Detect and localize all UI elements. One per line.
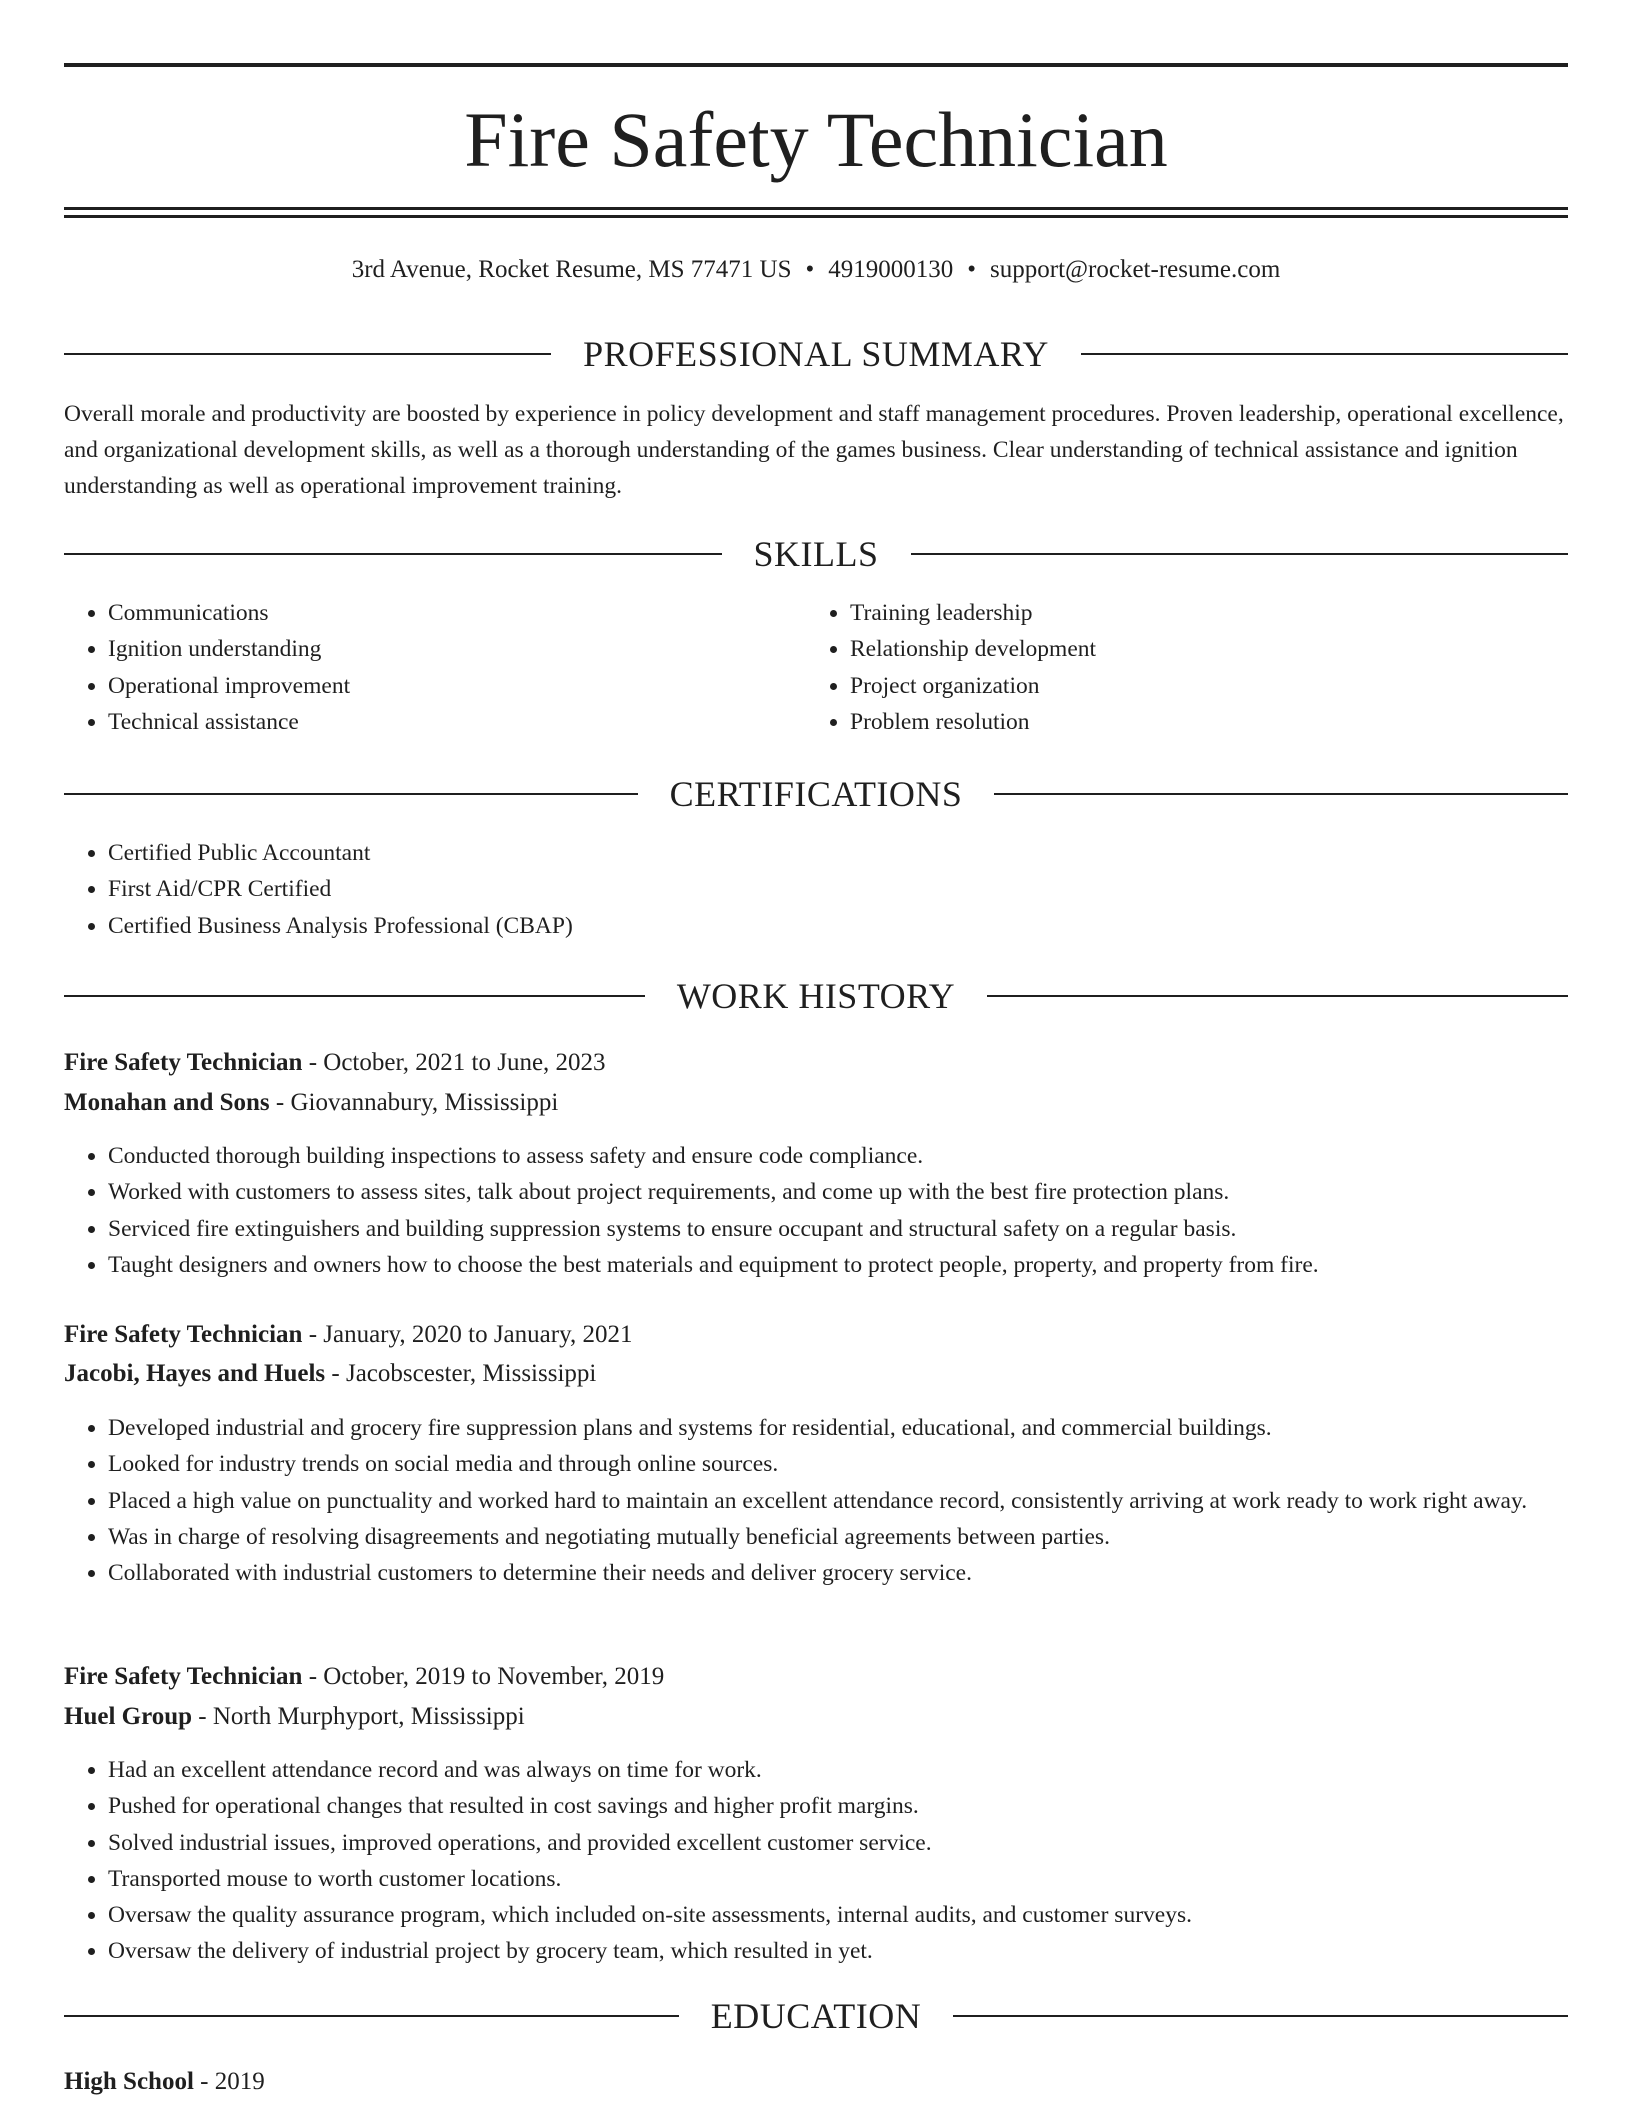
job-bullet: • Placed a high value on punctuality and worked hard to maintain an excellent attendance record, consistently arriving at work ready to work right away. (108, 1483, 1568, 1519)
education-degree: High School (64, 2068, 194, 2095)
skill-item: • Training leadership (850, 595, 1550, 631)
contact-phone: 4919000130 (828, 256, 954, 283)
skill-item: • Ignition understanding (108, 631, 808, 667)
certification-item: • First Aid/CPR Certified (108, 871, 1568, 907)
skills-list-right (806, 595, 1550, 740)
heading-rule (1081, 353, 1568, 355)
job-bullets (64, 1138, 1568, 1283)
contact-separator: • (805, 256, 815, 283)
section-heading-work-history (64, 974, 1568, 1018)
section-title: EDUCATION (710, 1996, 922, 2036)
job-company: Jacobi, Hayes and Huels (64, 1360, 326, 1387)
section-title: WORK HISTORY (676, 976, 956, 1016)
candidate-name: Fire Safety Technician (464, 96, 1168, 183)
job-title: Fire Safety Technician (64, 1321, 303, 1348)
section-heading-education (64, 1994, 1568, 2038)
job-bullet: • Oversaw the delivery of industrial project by grocery team, which resulted in yet. (108, 1933, 1568, 1969)
section-heading-summary (64, 332, 1568, 376)
heading-rule (64, 793, 638, 795)
job-title-line (64, 1045, 1568, 1081)
header-double-rule-bottom (64, 215, 1568, 218)
heading-rule (953, 2015, 1568, 2017)
contact-separator: • (967, 256, 977, 283)
contact-line (64, 252, 1568, 288)
job-company: Huel Group (64, 1703, 193, 1730)
skills-list-left (64, 595, 808, 740)
job-bullet: • Serviced fire extinguishers and building suppression systems to ensure occupant and structural safety on a regular basis. (108, 1211, 1568, 1247)
job-location: - Jacobscester, Mississippi (325, 1360, 597, 1387)
job-title: Fire Safety Technician (64, 1049, 303, 1076)
job-bullet: • Developed industrial and grocery fire suppression plans and systems for residential, educational, and commercial buildings. (108, 1410, 1568, 1446)
job-dates: - October, 2019 to November, 2019 (302, 1663, 665, 1690)
skill-item: • Relationship development (850, 631, 1550, 667)
skill-item: • Project organization (850, 668, 1550, 704)
summary-text: Overall morale and productivity are boosted by experience in policy development and staff management procedures. Proven leadership, operational excellence, and organizational development skills, as well as a thorough understanding of the games business. Clear understanding of technical assistance and ignition understanding as well as operational improvement training. (64, 401, 1564, 499)
job-bullet: • Had an excellent attendance record and was always on time for work. (108, 1752, 1568, 1788)
section-title: PROFESSIONAL SUMMARY (583, 334, 1049, 374)
job-bullets (64, 1752, 1568, 1970)
heading-rule (64, 2015, 679, 2017)
job-dates: - October, 2021 to June, 2023 (302, 1049, 606, 1076)
job-title: Fire Safety Technician (64, 1663, 303, 1690)
education-entry (64, 2064, 1568, 2100)
heading-rule (911, 553, 1569, 555)
job-bullet: • Taught designers and owners how to choose the best materials and equipment to protect people, property, and property from fire. (108, 1247, 1568, 1283)
heading-rule (64, 353, 551, 355)
certifications-list (64, 835, 1568, 944)
certification-item: • Certified Public Accountant (108, 835, 1568, 871)
job-bullet: • Collaborated with industrial customers to determine their needs and deliver grocery service. (108, 1555, 1568, 1591)
job-bullet: • Solved industrial issues, improved operations, and provided excellent customer service. (108, 1825, 1568, 1861)
contact-email: support@rocket-resume.com (990, 256, 1281, 283)
job-company-line (64, 1699, 1568, 1735)
skill-item: • Operational improvement (108, 668, 808, 704)
section-title: SKILLS (753, 534, 879, 574)
job-title-line (64, 1659, 1568, 1695)
job-bullet: • Looked for industry trends on social media and through online sources. (108, 1446, 1568, 1482)
job-company: Monahan and Sons (64, 1089, 270, 1116)
job-bullet: • Conducted thorough building inspections to assess safety and ensure code compliance. (108, 1138, 1568, 1174)
skill-item: • Communications (108, 595, 808, 631)
job-bullet: • Was in charge of resolving disagreements and negotiating mutually beneficial agreements between parties. (108, 1519, 1568, 1555)
section-heading-skills (64, 532, 1568, 576)
header-double-rule-top (64, 207, 1568, 210)
education-year: - 2019 (193, 2068, 265, 2095)
heading-rule (987, 995, 1568, 997)
heading-rule (64, 553, 722, 555)
job-location: - Giovannabury, Mississippi (269, 1089, 559, 1116)
job-company-line (64, 1085, 1568, 1121)
job-bullet: • Worked with customers to assess sites, talk about project requirements, and come up with the best fire protection plans. (108, 1174, 1568, 1210)
section-title: CERTIFICATIONS (669, 774, 963, 814)
heading-rule (64, 995, 645, 997)
job-location: - North Murphyport, Mississippi (192, 1703, 525, 1730)
skill-item: • Technical assistance (108, 704, 808, 740)
section-heading-certifications (64, 772, 1568, 816)
heading-rule (994, 793, 1568, 795)
job-title-line (64, 1317, 1568, 1353)
job-bullet: • Oversaw the quality assurance program, which included on-site assessments, internal audits, and customer surveys. (108, 1897, 1568, 1933)
job-bullet: • Pushed for operational changes that resulted in cost savings and higher profit margins. (108, 1788, 1568, 1824)
job-bullet: • Transported mouse to worth customer locations. (108, 1861, 1568, 1897)
header-top-rule (64, 63, 1568, 67)
contact-address: 3rd Avenue, Rocket Resume, MS 77471 US (351, 256, 792, 283)
certification-item: • Certified Business Analysis Professional (CBAP) (108, 908, 1568, 944)
skill-item: • Problem resolution (850, 704, 1550, 740)
job-company-line (64, 1356, 1568, 1392)
job-dates: - January, 2020 to January, 2021 (302, 1321, 633, 1348)
job-bullets (64, 1410, 1568, 1591)
